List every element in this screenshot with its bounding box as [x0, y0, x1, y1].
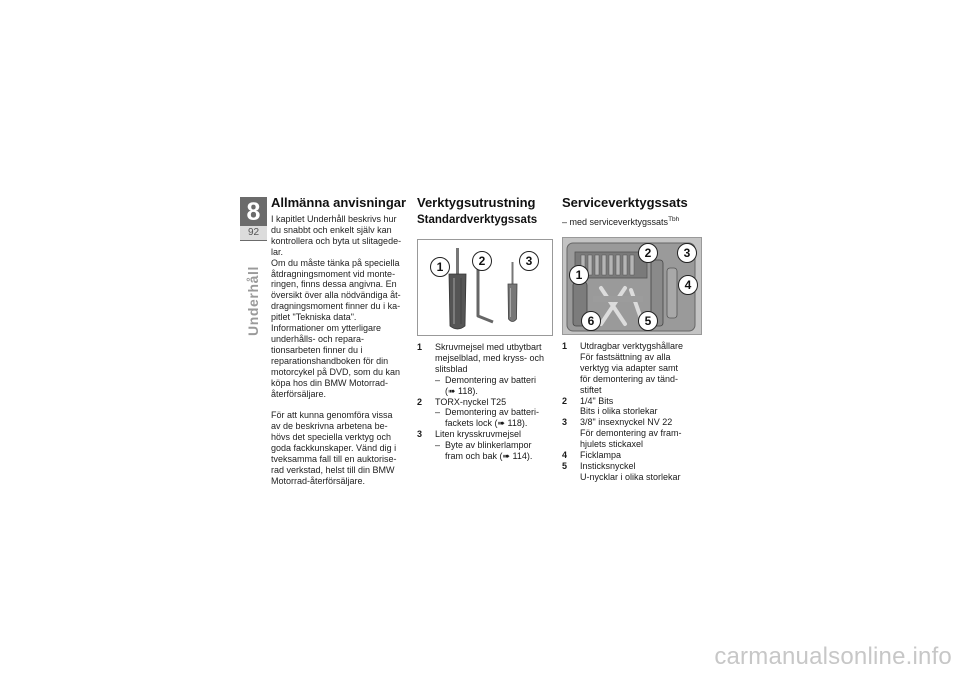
text-line: goda fackkunskaper. Vänd dig i	[271, 443, 397, 454]
callout-6: 6	[581, 311, 601, 331]
page-number: 92	[240, 226, 267, 240]
special-tools-paragraph	[271, 410, 411, 486]
item-line: För demontering av fram-	[580, 428, 682, 439]
text-line: rad verkstad, helst till din BMW	[271, 464, 395, 475]
watermark: carmanualsonline.info	[714, 643, 952, 670]
item-line: stiftet	[580, 384, 602, 395]
small-screwdriver-handle	[508, 284, 517, 322]
general-instructions-heading: Allmänna anvisningar	[271, 195, 407, 210]
text-line: pitlet "Tekniska data".	[271, 312, 357, 323]
item-line: För fastsättning av alla	[580, 351, 671, 362]
item-number: 1	[417, 342, 423, 352]
sub-line: fackets lock (➠ 118).	[445, 418, 528, 429]
service-tools-figure	[562, 237, 702, 335]
service-tool-kit-heading: Serviceverktygssats	[562, 195, 688, 210]
text-line: hövs det speciella verktyg och	[271, 432, 392, 443]
item-line: mejselblad, med kryss- och	[435, 352, 545, 363]
torx-key	[478, 262, 493, 322]
standard-tools-list	[417, 342, 553, 462]
text-line: köpa hos din BMW Motorrad-	[271, 377, 389, 388]
item-number: 2	[562, 395, 568, 406]
hex-key	[667, 268, 677, 318]
text-line: lar.	[271, 246, 284, 257]
text-line: I kapitlet Underhåll beskrivs hur	[271, 214, 397, 224]
text-line: tionsarbeten finner du i	[271, 344, 363, 355]
sub-item	[435, 375, 553, 397]
list-item	[562, 396, 702, 418]
item-line: Skruvmejsel med utbytbart	[435, 342, 542, 352]
callout-3: 3	[677, 243, 697, 263]
text-line: motorcykel på DVD, som du kan	[271, 366, 401, 377]
chapter-tab	[240, 197, 267, 241]
item-line: 1/4" Bits	[580, 395, 614, 406]
text-line: du snabbt och enkelt själv kan	[271, 224, 392, 235]
chapter-side-label: Underhåll	[245, 266, 261, 336]
sub-line: Demontering av batteri	[445, 374, 537, 385]
text-line: tveksamma fall till en auktorise-	[271, 454, 397, 465]
text-line: Om du måste tänka på speciella	[271, 257, 400, 268]
item-line: TORX-nyckel T25	[435, 396, 507, 407]
item-number: 3	[562, 417, 568, 428]
item-number: 1	[562, 341, 568, 351]
screwdriver-handle	[449, 274, 466, 329]
callout-4: 4	[678, 275, 698, 295]
sub-item	[435, 407, 553, 429]
callout-2: 2	[638, 243, 658, 263]
sub-dash: –	[435, 374, 441, 385]
item-line: för demontering av tänd-	[580, 373, 679, 384]
note-text: med serviceverktygssats	[569, 217, 669, 227]
sub-line: fram och bak (➠ 114).	[445, 451, 533, 462]
item-number: 3	[417, 429, 423, 440]
item-line: 3/8" insexnyckel NV 22	[580, 417, 673, 428]
list-item	[562, 461, 702, 483]
service-tools-list	[562, 341, 702, 483]
text-line: ringen, finns dessa angivna. En	[271, 279, 397, 290]
text-line: Motorrad-återförsäljare.	[271, 475, 366, 486]
sub-dash: –	[435, 407, 441, 418]
list-item	[417, 397, 553, 430]
note-dash: –	[562, 217, 568, 227]
text-line: översikt över alla nödvändiga åt-	[271, 290, 401, 301]
item-line: Ficklampa	[580, 450, 622, 461]
chapter-number: 8	[246, 198, 261, 226]
item-line: Insticksnyckel	[580, 460, 636, 471]
list-item	[417, 429, 553, 462]
text-line: underhålls- och repara-	[271, 333, 365, 344]
item-line: hjulets stickaxel	[580, 439, 644, 450]
tool-kit-column	[417, 195, 553, 462]
list-item	[562, 417, 702, 450]
service-tool-kit-column	[562, 195, 702, 483]
item-number: 4	[562, 450, 568, 461]
standard-tool-kit-subheading: Standardverktygssats	[417, 214, 538, 226]
small-screwdriver-blade	[512, 262, 514, 284]
tool-kit-heading: Verktygsutrustning	[417, 195, 536, 210]
item-number: 2	[417, 396, 423, 407]
callout-1: 1	[430, 257, 450, 277]
screwdriver-blade	[456, 248, 459, 274]
standard-tools-figure	[417, 239, 553, 336]
callout-2: 2	[472, 251, 492, 271]
text-line: Informationer om ytterligare	[271, 323, 382, 334]
item-line: Utdragbar verktygshållare	[580, 341, 684, 351]
general-instructions-column	[271, 195, 411, 487]
sub-item	[435, 440, 553, 462]
text-line: kontrollera och byta ut slitagede-	[271, 235, 402, 246]
sub-line: (➠ 118).	[445, 385, 478, 396]
list-item	[562, 450, 702, 461]
text-line: av de beskrivna arbetena be-	[271, 421, 388, 432]
item-number: 5	[562, 460, 568, 471]
item-line: slitsblad	[435, 363, 468, 374]
callout-5: 5	[638, 311, 658, 331]
list-item	[562, 341, 702, 396]
text-line: återförsäljare.	[271, 388, 327, 399]
item-line: Liten krysskruvmejsel	[435, 429, 522, 440]
sub-line: Byte av blinkerlampor	[445, 440, 532, 451]
service-kit-note	[562, 214, 702, 228]
note-superscript: Tbh	[668, 216, 680, 223]
text-line: dragningsmoment finner du i ka-	[271, 301, 401, 312]
text-line: åtdragningsmoment vid monte-	[271, 268, 396, 279]
sub-dash: –	[435, 440, 441, 451]
item-line: Bits i olika storlekar	[580, 406, 658, 417]
general-instructions-paragraph	[271, 214, 411, 399]
text-line: För att kunna genomföra vissa	[271, 410, 393, 421]
callout-3: 3	[519, 251, 539, 271]
list-item	[417, 342, 553, 397]
sub-line: Demontering av batteri-	[445, 407, 540, 418]
callout-1: 1	[569, 265, 589, 285]
item-line: verktyg via adapter samt	[580, 362, 679, 373]
text-line: reparationshandboken för din	[271, 355, 389, 366]
item-line: U-nycklar i olika storlekar	[580, 471, 681, 482]
